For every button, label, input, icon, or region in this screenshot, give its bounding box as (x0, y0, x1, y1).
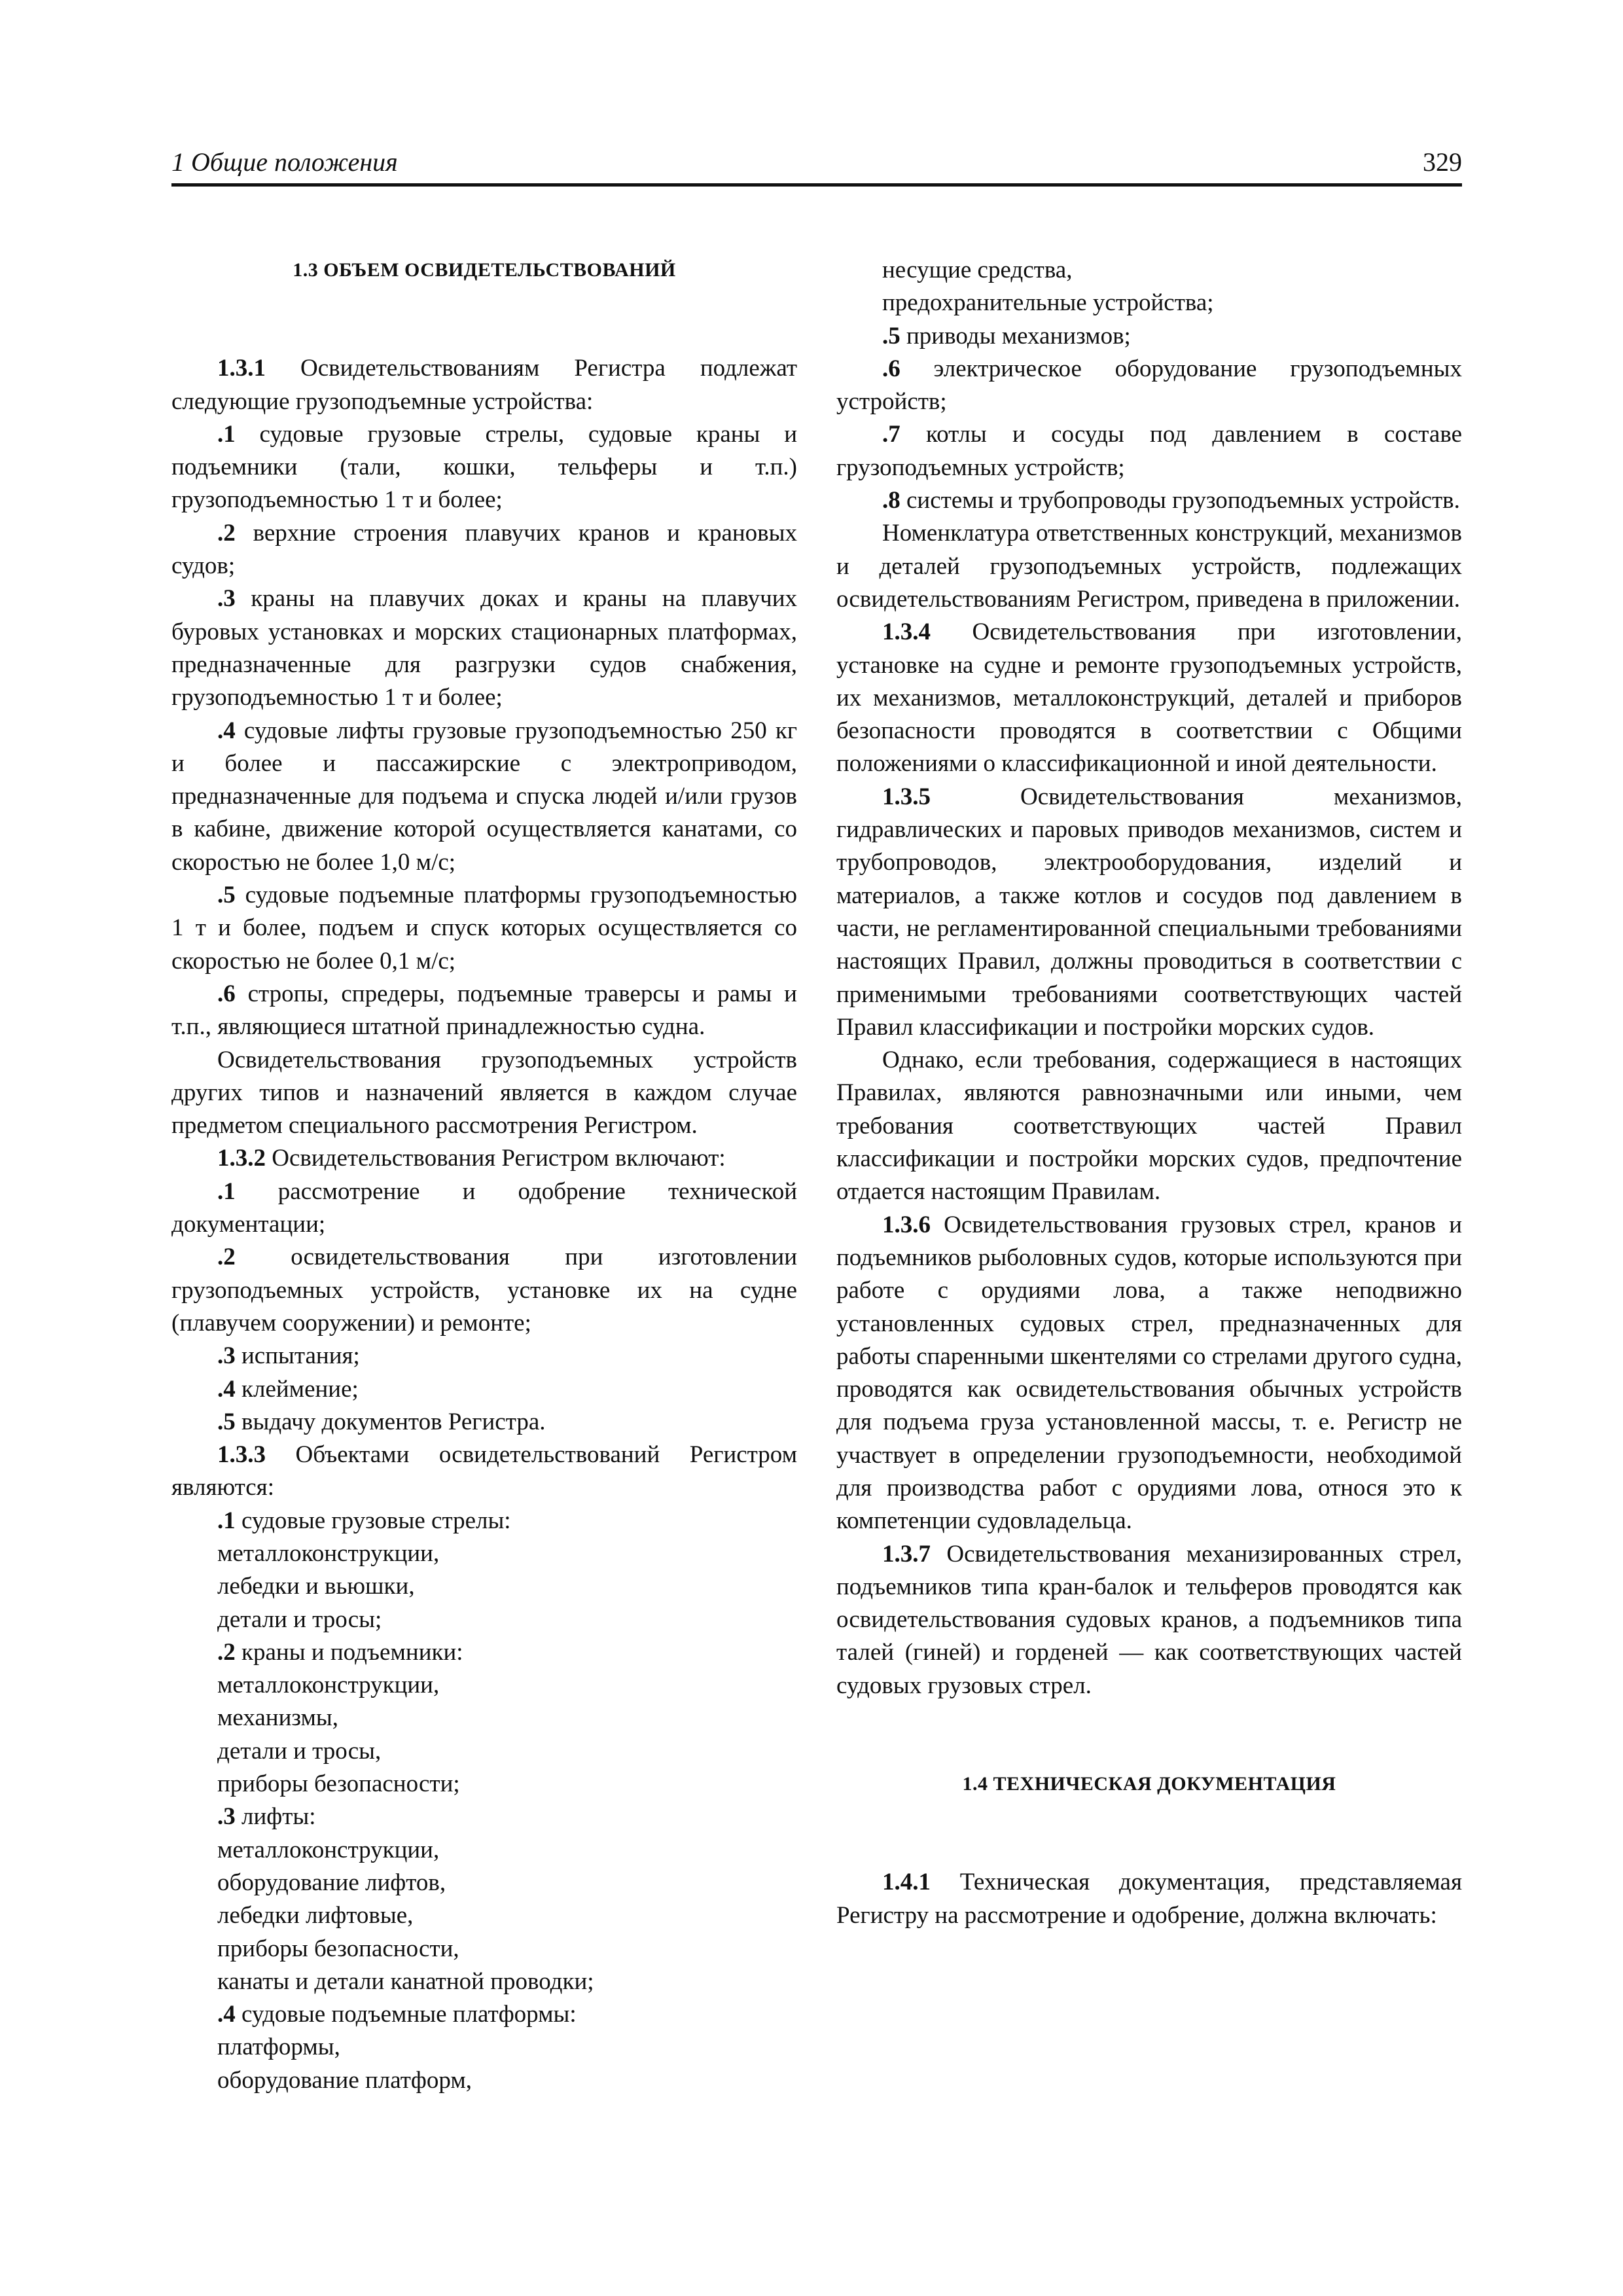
left-column (171, 254, 797, 2097)
list-item (171, 1801, 797, 1833)
clause-text: Однако, если требования, содержащиеся в настоящих Правилах, являются равнозначными или иными, чем требования соответствующих частей Правил классификации и постройки морских судов, предпочтение отдается настоящим Правилам. (836, 1047, 1462, 1206)
paragraph (836, 517, 1462, 616)
paragraph (171, 517, 797, 583)
clause-number: 1.3.2 (217, 1145, 266, 1172)
paragraph (171, 352, 797, 418)
clause-text: лифты: (235, 1803, 316, 1831)
clause-text: оборудование лифтов, (217, 1869, 446, 1896)
clause-number: 1.4.1 (882, 1869, 931, 1896)
clause-text: Объектами освидетельствований Регистром являются: (171, 1441, 797, 1501)
clause-text: освидетельствования при изготовлении грузоподъемных устройств, установке их на судне (плавучем сооружении) и ремонте; (171, 1244, 797, 1336)
list-item (171, 1604, 797, 1636)
paragraph (836, 1866, 1462, 1932)
clause-text: судовые грузовые стрелы, судовые краны и подъемники (тали, кошки, тельферы и т.п.) грузоподъемностью 1 т и более; (171, 420, 797, 514)
list-item (171, 1702, 797, 1734)
clause-number: .5 (217, 1408, 236, 1435)
clause-number: .6 (882, 355, 901, 382)
clause-text: Освидетельствования при изготовлении, установке на судне и ремонте грузоподъемных устройств, их механизмов, металлоконструкций, деталей и приборов безопасности проводятся в соответствии с Общими положениями о классификационной и иной деятельности. (836, 619, 1462, 778)
clause-number: .1 (217, 1177, 236, 1205)
clause-text: Номенклатура ответственных конструкций, механизмов и деталей грузоподъемных устройств, подлежащих освидетельствованиям Регистром, приведена в приложении. (836, 520, 1462, 613)
clause-number: 1.3.5 (882, 783, 931, 810)
list-item (171, 1933, 797, 1965)
section-heading: 1.4 ТЕХНИЧЕСКАЯ ДОКУМЕНТАЦИЯ (962, 1773, 1336, 1795)
clause-number: 1.3.3 (217, 1441, 266, 1469)
list-item (171, 1998, 797, 2031)
page-number: 329 (1423, 147, 1462, 177)
clause-text: электрическое оборудование грузоподъемных устройств; (836, 355, 1462, 416)
clause-number: 1.3.4 (882, 619, 931, 646)
section-spacer (836, 1801, 1462, 1866)
clause-text: приводы механизмов; (900, 322, 1131, 350)
clause-number: .4 (217, 1375, 236, 1403)
clause-text: клеймение; (235, 1375, 359, 1403)
paragraph (171, 1044, 797, 1143)
paragraph (836, 418, 1462, 484)
clause-text: детали и тросы, (217, 1737, 382, 1765)
clause-text: котлы и сосуды под давлением в составе грузоподъемных устройств; (836, 421, 1462, 481)
clause-text: механизмы, (217, 1704, 338, 1732)
clause-text: верхние строения плавучих кранов и крановых судов; (171, 519, 797, 580)
clause-number: .5 (882, 322, 901, 350)
paragraph (836, 1044, 1462, 1208)
clause-number: .2 (217, 1638, 236, 1666)
paragraph (171, 879, 797, 978)
clause-text: Освидетельствования грузоподъемных устройств других типов и назначений является в каждом случае предметом специального рассмотрения Регистром. (171, 1046, 797, 1139)
clause-text: металлоконструкции, (217, 1672, 440, 1699)
clause-text: системы и трубопроводы грузоподъемных устройств. (900, 487, 1460, 514)
clause-text: канаты и детали канатной проводки; (217, 1967, 594, 1995)
paragraph (171, 418, 797, 517)
clause-text: Освидетельствования механизмов, гидравлических и паровых приводов механизмов, систем и трубопроводов, электрооборудования, изделий и материалов, а также котлов и сосудов под давлением в части, не регламентированной специальными требованиями настоящих Правил, должны проводиться в соответствии с применимыми требованиями соответствующих частей Правил классификации и постройки морских судов. (836, 783, 1462, 1041)
paragraph (836, 616, 1462, 780)
clause-text: судовые подъемные платформы грузоподъемностью 1 т и более, подъем и спуск которых осуществляется со скоростью не более 0,1 м/с; (171, 882, 797, 975)
clause-text: судовые лифты грузовые грузоподъемностью 250 кг и более и пассажирские с электроприводом, предназначенные для подъема и спуска людей и/или грузов в кабине, движение которой осуществляется канатами, со скоростью не более 1,0 м/с; (171, 717, 797, 876)
clause-number: .4 (217, 2001, 236, 2028)
clause-text: Освидетельствования механизированных стрел, подъемников типа кран-балок и тельферов проводятся как освидетельствования судовых кранов, а подъемников типа талей (гиней) и горденей — как соответствующих частей судовых грузовых стрел. (836, 1540, 1462, 1699)
paragraph (836, 484, 1462, 517)
paragraph (171, 1175, 797, 1242)
clause-number: .7 (882, 421, 901, 448)
clause-number: .3 (217, 1342, 236, 1370)
clause-text: несущие средства, (882, 257, 1073, 283)
list-item (171, 1834, 797, 1867)
clause-number: .1 (217, 1507, 236, 1534)
running-title: 1 Общие положения (171, 147, 398, 177)
clause-number: 1.3.6 (882, 1211, 931, 1238)
section-spacer (836, 1702, 1462, 1768)
list-item (171, 1505, 797, 1537)
clause-text: приборы безопасности; (217, 1770, 460, 1798)
clause-text: судовые грузовые стрелы: (235, 1507, 511, 1534)
list-item (171, 1768, 797, 1801)
clause-text: Освидетельствованиям Регистра подлежат следующие грузоподъемные устройства: (171, 355, 797, 415)
list-item (171, 1537, 797, 1570)
list-item (171, 1340, 797, 1372)
clause-number: .8 (882, 487, 901, 514)
list-item (171, 1406, 797, 1439)
clause-text: металлоконструкции, (217, 1836, 440, 1863)
clause-number: .4 (217, 717, 236, 744)
clause-number: .6 (217, 980, 236, 1007)
clause-number: .2 (217, 519, 236, 547)
list-item (171, 1735, 797, 1768)
paragraph (836, 353, 1462, 419)
clause-text: стропы, спредеры, подъемные траверсы и рамы и т.п., являющиеся штатной принадлежностью судна. (171, 980, 797, 1041)
paragraph (171, 715, 797, 879)
clause-text: лебедки и вьюшки, (217, 1573, 415, 1600)
clause-text: детали и тросы; (217, 1605, 382, 1633)
paragraph (836, 781, 1462, 1044)
clause-text: приборы безопасности, (217, 1935, 459, 1962)
paragraph (171, 978, 797, 1044)
clause-text: Техническая документация, представляемая Регистру на рассмотрение и одобрение, должна включать: (836, 1869, 1462, 1929)
paragraph (836, 1538, 1462, 1702)
clause-text: выдачу документов Регистра. (235, 1408, 546, 1435)
clause-text: краны и подъемники: (235, 1638, 463, 1666)
clause-text: Освидетельствования Регистром включают: (266, 1145, 726, 1172)
clause-text: металлоконструкции, (217, 1539, 440, 1567)
paragraph (171, 1241, 797, 1340)
clause-number: .2 (217, 1244, 236, 1271)
clause-number: .3 (217, 585, 236, 613)
list-item (171, 1636, 797, 1669)
list-item (836, 287, 1462, 319)
list-item (171, 2064, 797, 2097)
list-item (836, 254, 1462, 287)
list-item (171, 1669, 797, 1702)
clause-text: рассмотрение и одобрение технической документации; (171, 1177, 797, 1238)
clause-number: 1.3.7 (882, 1540, 931, 1568)
section-spacer (171, 287, 797, 352)
list-item (836, 320, 1462, 353)
list-item (171, 1899, 797, 1932)
clause-number: .3 (217, 1803, 236, 1831)
clause-text: судовые подъемные платформы: (235, 2001, 577, 2028)
clause-text: лебедки лифтовые, (217, 1902, 414, 1929)
list-item (171, 1373, 797, 1406)
clause-text: испытания; (235, 1342, 360, 1370)
running-header (171, 143, 1462, 187)
section-heading: 1.3 ОБЪЕМ ОСВИДЕТЕЛЬСТВОВАНИЙ (293, 259, 676, 281)
list-item (171, 1867, 797, 1899)
paragraph (171, 583, 797, 714)
paragraph (171, 1439, 797, 1505)
clause-text: платформы, (217, 2034, 340, 2061)
clause-text: предохранительные устройства; (882, 289, 1214, 317)
right-column (836, 254, 1462, 1932)
paragraph (836, 1209, 1462, 1538)
clause-number: .1 (217, 420, 236, 448)
list-item (171, 2031, 797, 2064)
list-item (171, 1570, 797, 1603)
clause-text: Освидетельствования грузовых стрел, кранов и подъемников рыболовных судов, которые используются при работе с орудиями лова, а также неподвижно установленных судовых стрел, предназначенных для работы спаренными шкентелями со стрелами другого судна, проводятся как освидетельствования обычных устройств для подъема груза установленной массы, т. е. Регистр не участвует в определении грузоподъемности, необходимой для производства работ с орудиями лова, относя это к компетенции судовладельца. (836, 1211, 1462, 1535)
clause-number: .5 (217, 882, 236, 909)
list-item (171, 1965, 797, 1998)
clause-number: 1.3.1 (217, 355, 266, 382)
clause-text: оборудование платформ, (217, 2066, 472, 2094)
paragraph (171, 1142, 797, 1175)
clause-text: краны на плавучих доках и краны на плавучих буровых установках и морских стационарных платформах, предназначенные для разгрузки судов снабжения, грузоподъемностью 1 т и более; (171, 585, 797, 711)
